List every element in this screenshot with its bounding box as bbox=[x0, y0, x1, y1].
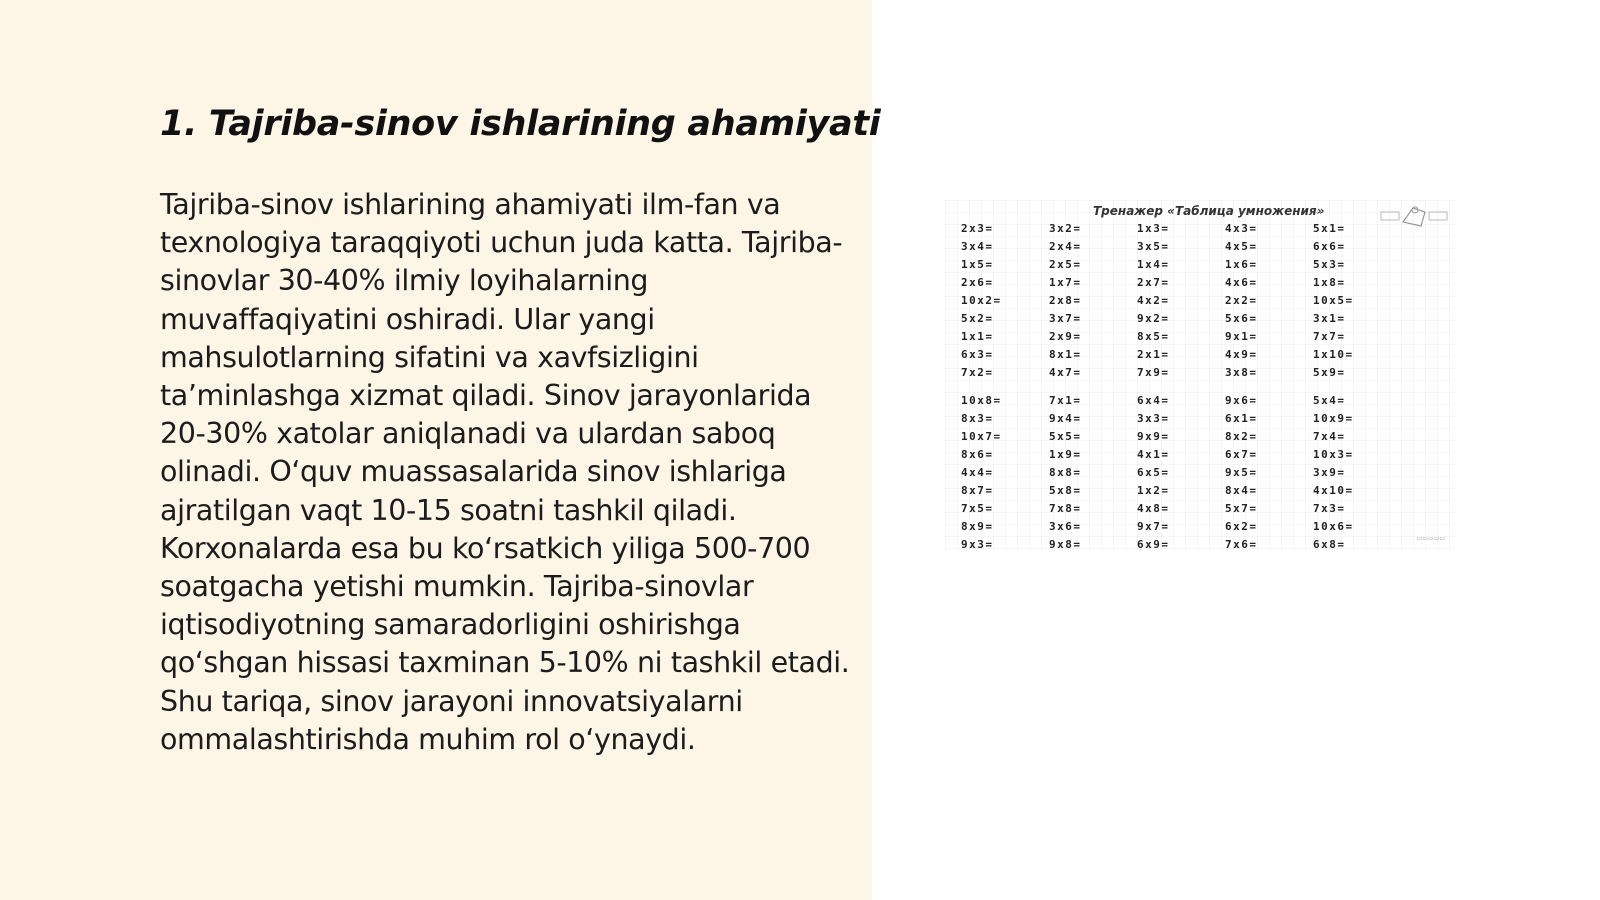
worksheet-cell: 8x1= bbox=[1049, 348, 1082, 361]
worksheet-cell: 7x5= bbox=[961, 502, 994, 515]
worksheet-cell: 2x6= bbox=[961, 276, 994, 289]
worksheet-cell: 2x8= bbox=[1049, 294, 1082, 307]
worksheet-cell: 3x6= bbox=[1049, 520, 1082, 533]
worksheet-cell: 1x7= bbox=[1049, 276, 1082, 289]
worksheet-footer-mark: ▭▭▭▭▭ bbox=[1416, 535, 1445, 542]
worksheet-cell: 3x1= bbox=[1313, 312, 1346, 325]
worksheet-cell: 9x3= bbox=[961, 538, 994, 551]
worksheet-cell: 2x3= bbox=[961, 222, 994, 235]
worksheet-cell: 3x3= bbox=[1137, 412, 1170, 425]
worksheet-cell: 10x5= bbox=[1313, 294, 1354, 307]
worksheet-cell: 4x1= bbox=[1137, 448, 1170, 461]
worksheet-cell: 6x2= bbox=[1225, 520, 1258, 533]
worksheet-cell: 5x3= bbox=[1313, 258, 1346, 271]
worksheet-cell: 3x9= bbox=[1313, 466, 1346, 479]
worksheet-cell: 1x6= bbox=[1225, 258, 1258, 271]
worksheet-cell: 7x6= bbox=[1225, 538, 1258, 551]
worksheet-cell: 4x9= bbox=[1225, 348, 1258, 361]
worksheet-cell: 9x6= bbox=[1225, 394, 1258, 407]
worksheet-cell: 5x1= bbox=[1313, 222, 1346, 235]
slide-title: 1. Tajriba-sinov ishlarining ahamiyati bbox=[160, 104, 881, 144]
worksheet-cell: 5x4= bbox=[1313, 394, 1346, 407]
worksheet-cell: 9x5= bbox=[1225, 466, 1258, 479]
worksheet-cell: 10x7= bbox=[961, 430, 1002, 443]
worksheet-cell: 3x8= bbox=[1225, 366, 1258, 379]
worksheet-cell: 7x1= bbox=[1049, 394, 1082, 407]
worksheet-cell: 10x2= bbox=[961, 294, 1002, 307]
worksheet-cell: 2x1= bbox=[1137, 348, 1170, 361]
worksheet-cell: 1x9= bbox=[1049, 448, 1082, 461]
worksheet-cell: 10x8= bbox=[961, 394, 1002, 407]
worksheet-cell: 4x10= bbox=[1313, 484, 1354, 497]
worksheet-cell: 2x7= bbox=[1137, 276, 1170, 289]
worksheet-cell: 8x7= bbox=[961, 484, 994, 497]
worksheet-cell: 4x6= bbox=[1225, 276, 1258, 289]
worksheet-cell: 3x4= bbox=[961, 240, 994, 253]
worksheet-cell: 2x5= bbox=[1049, 258, 1082, 271]
worksheet-cell: 5x7= bbox=[1225, 502, 1258, 515]
worksheet-cell: 3x2= bbox=[1049, 222, 1082, 235]
worksheet-cell: 2x4= bbox=[1049, 240, 1082, 253]
worksheet-cell: 5x9= bbox=[1313, 366, 1346, 379]
worksheet-cell: 5x8= bbox=[1049, 484, 1082, 497]
worksheet-cell: 2x9= bbox=[1049, 330, 1082, 343]
worksheet-cell: 6x6= bbox=[1313, 240, 1346, 253]
worksheet-cell: 1x3= bbox=[1137, 222, 1170, 235]
worksheet-cell: 7x4= bbox=[1313, 430, 1346, 443]
worksheet-cell: 1x5= bbox=[961, 258, 994, 271]
worksheet-cell: 8x4= bbox=[1225, 484, 1258, 497]
worksheet-cell: 9x2= bbox=[1137, 312, 1170, 325]
worksheet-cell: 1x1= bbox=[961, 330, 994, 343]
worksheet-cell: 1x8= bbox=[1313, 276, 1346, 289]
worksheet-cell: 6x5= bbox=[1137, 466, 1170, 479]
multiplication-worksheet-image bbox=[945, 200, 1455, 550]
worksheet-cell: 10x6= bbox=[1313, 520, 1354, 533]
worksheet-title: Тренажер «Таблица умножения» bbox=[1093, 204, 1325, 218]
worksheet-cell: 9x9= bbox=[1137, 430, 1170, 443]
worksheet-cell: 6x7= bbox=[1225, 448, 1258, 461]
worksheet-cell: 4x3= bbox=[1225, 222, 1258, 235]
worksheet-cell: 8x2= bbox=[1225, 430, 1258, 443]
worksheet-column bbox=[1137, 220, 1225, 554]
worksheet-column bbox=[1313, 220, 1401, 554]
worksheet-cell: 1x2= bbox=[1137, 484, 1170, 497]
worksheet-cell: 2x2= bbox=[1225, 294, 1258, 307]
worksheet-cell: 3x7= bbox=[1049, 312, 1082, 325]
worksheet-cell: 7x2= bbox=[961, 366, 994, 379]
worksheet-cell: 4x7= bbox=[1049, 366, 1082, 379]
worksheet-cell: 9x1= bbox=[1225, 330, 1258, 343]
worksheet-cell: 7x7= bbox=[1313, 330, 1346, 343]
worksheet-cell: 7x8= bbox=[1049, 502, 1082, 515]
worksheet-column bbox=[961, 220, 1049, 554]
worksheet-cell: 3x5= bbox=[1137, 240, 1170, 253]
worksheet-cell: 4x4= bbox=[961, 466, 994, 479]
worksheet-cell: 4x8= bbox=[1137, 502, 1170, 515]
worksheet-cell: 10x3= bbox=[1313, 448, 1354, 461]
worksheet-column bbox=[1049, 220, 1137, 554]
worksheet-cell: 5x5= bbox=[1049, 430, 1082, 443]
worksheet-cell: 10x9= bbox=[1313, 412, 1354, 425]
worksheet-cell: 8x5= bbox=[1137, 330, 1170, 343]
worksheet-cell: 8x6= bbox=[961, 448, 994, 461]
worksheet-cell: 5x2= bbox=[961, 312, 994, 325]
worksheet-cell: 9x8= bbox=[1049, 538, 1082, 551]
worksheet-cell: 7x9= bbox=[1137, 366, 1170, 379]
worksheet-cell: 8x8= bbox=[1049, 466, 1082, 479]
worksheet-cell: 5x6= bbox=[1225, 312, 1258, 325]
slide-body-text: Tajriba-sinov ishlarining ahamiyati ilm-fan va texnologiya taraqqiyoti uchun juda katta. Tajriba-sinovlar 30-40% ilmiy loyihalarning muvaffaqiyatini oshiradi. Ular yangi mahsulotlarning sifatini va xavfsizligini ta’minlashga xizmat qiladi. Sinov jarayonlarida 20-30% xatolar aniqlanadi va ulardan saboq olinadi. O‘quv muassasalarida sinov ishlariga ajratilgan vaqt 10-15 soatni tashkil qiladi. Korxonalarda esa bu ko‘rsatkich yiliga 500-700 soatgacha yetishi mumkin. Tajriba-sinovlar iqtisodiyotning samaradorligini oshirishga qo‘shgan hissasi taxminan 5-10% ni tashkil etadi. Shu tariqa, sinov jarayoni innovatsiyalarni ommalashtirishda muhim rol o‘ynaydi. bbox=[160, 188, 850, 756]
worksheet-cell: 1x10= bbox=[1313, 348, 1354, 361]
worksheet-cell: 4x2= bbox=[1137, 294, 1170, 307]
worksheet-cell: 9x7= bbox=[1137, 520, 1170, 533]
worksheet-cell: 6x3= bbox=[961, 348, 994, 361]
worksheet-cell: 8x3= bbox=[961, 412, 994, 425]
worksheet-cell: 8x9= bbox=[961, 520, 994, 533]
worksheet-cell: 1x4= bbox=[1137, 258, 1170, 271]
worksheet-cell: 4x5= bbox=[1225, 240, 1258, 253]
worksheet-cell: 9x4= bbox=[1049, 412, 1082, 425]
worksheet-cell: 6x8= bbox=[1313, 538, 1346, 551]
worksheet-cell: 7x3= bbox=[1313, 502, 1346, 515]
worksheet-column bbox=[1225, 220, 1313, 554]
worksheet-cell: 6x1= bbox=[1225, 412, 1258, 425]
worksheet-cell: 6x4= bbox=[1137, 394, 1170, 407]
worksheet-cell: 6x9= bbox=[1137, 538, 1170, 551]
